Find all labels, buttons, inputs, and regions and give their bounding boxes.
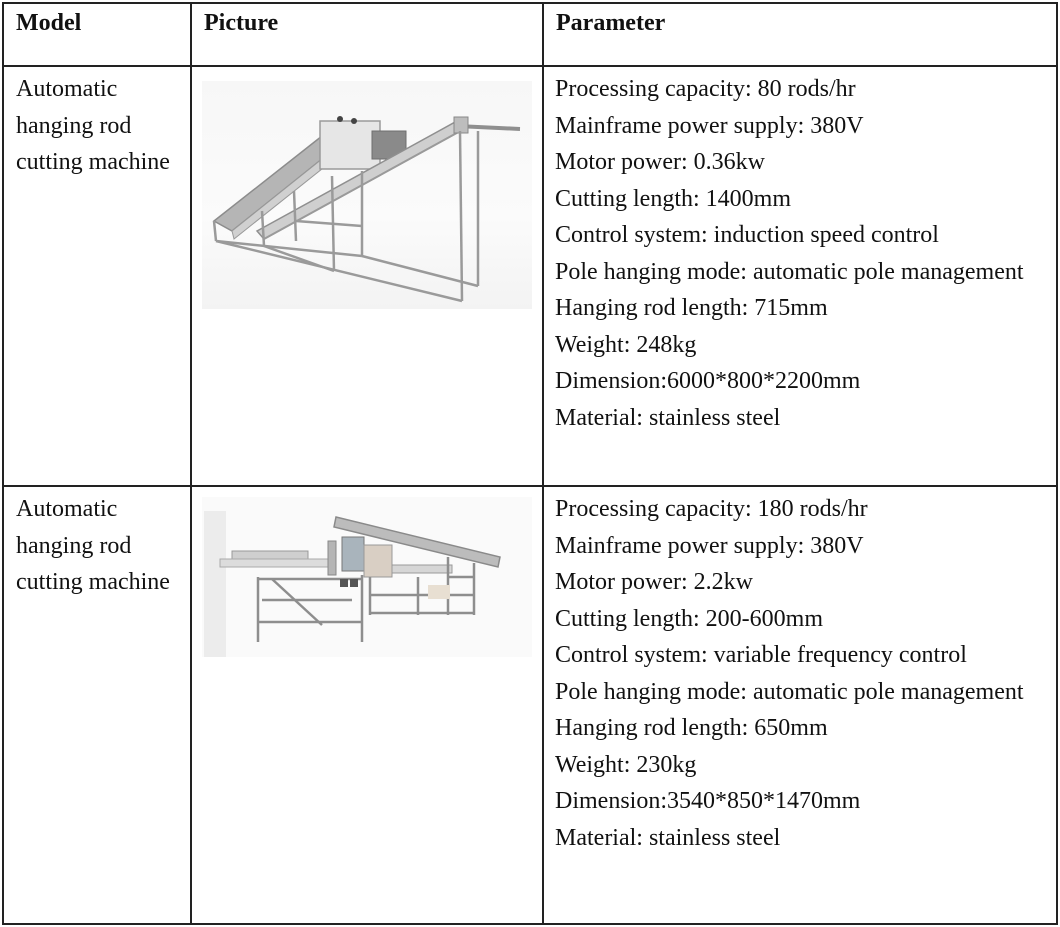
param-motor-power: Motor power: 2.2kw [555,569,753,595]
param-weight: Weight: 248kg [555,331,697,358]
picture-cell [191,486,543,924]
model-cell [3,486,191,924]
param-dimension: Dimension:6000*800*2200mm [555,368,861,394]
parameter-cell [543,66,1057,486]
param-cutting-length: Cutting length: 1400mm [555,185,792,212]
param-material: Material: stainless steel [555,404,781,431]
param-processing-capacity: Processing capacity: 80 rods/hr [555,76,856,102]
param-material: Material: stainless steel [555,824,781,851]
table-row [3,66,1057,486]
parameter-list [544,67,1056,436]
header-model-label: Model [16,10,82,36]
table-row [3,486,1057,924]
horizontal-frame-cutting-machine-photo-icon [202,497,532,657]
param-motor-power: Motor power: 0.36kw [555,149,765,175]
header-picture [191,3,543,66]
param-power-supply: Mainframe power supply: 380V [555,112,864,139]
model-name: Automatic hanging rod cutting machine [16,76,170,175]
machine-spec-table [2,2,1058,925]
header-parameter-label: Parameter [556,10,666,36]
inclined-conveyor-cutting-machine-photo-icon [202,81,532,309]
header-picture-label: Picture [204,10,279,36]
param-processing-capacity: Processing capacity: 180 rods/hr [555,496,868,522]
param-dimension: Dimension:3540*850*1470mm [555,788,861,814]
param-hanging-rod-length: Hanging rod length: 650mm [555,715,828,741]
parameter-list [544,487,1056,856]
header-parameter [543,3,1057,66]
param-control-system: Control system: variable frequency control [555,642,967,668]
param-hanging-rod-length: Hanging rod length: 715mm [555,295,828,321]
param-pole-hanging-mode: Pole hanging mode: automatic pole management [555,678,1024,705]
param-weight: Weight: 230kg [555,751,697,778]
param-cutting-length: Cutting length: 200-600mm [555,605,823,632]
param-pole-hanging-mode: Pole hanging mode: automatic pole management [555,258,1024,285]
header-model [3,3,191,66]
param-power-supply: Mainframe power supply: 380V [555,532,864,559]
model-cell [3,66,191,486]
param-control-system: Control system: induction speed control [555,222,939,248]
picture-cell [191,66,543,486]
parameter-cell [543,486,1057,924]
table-header-row [3,3,1057,66]
model-name: Automatic hanging rod cutting machine [16,496,170,595]
